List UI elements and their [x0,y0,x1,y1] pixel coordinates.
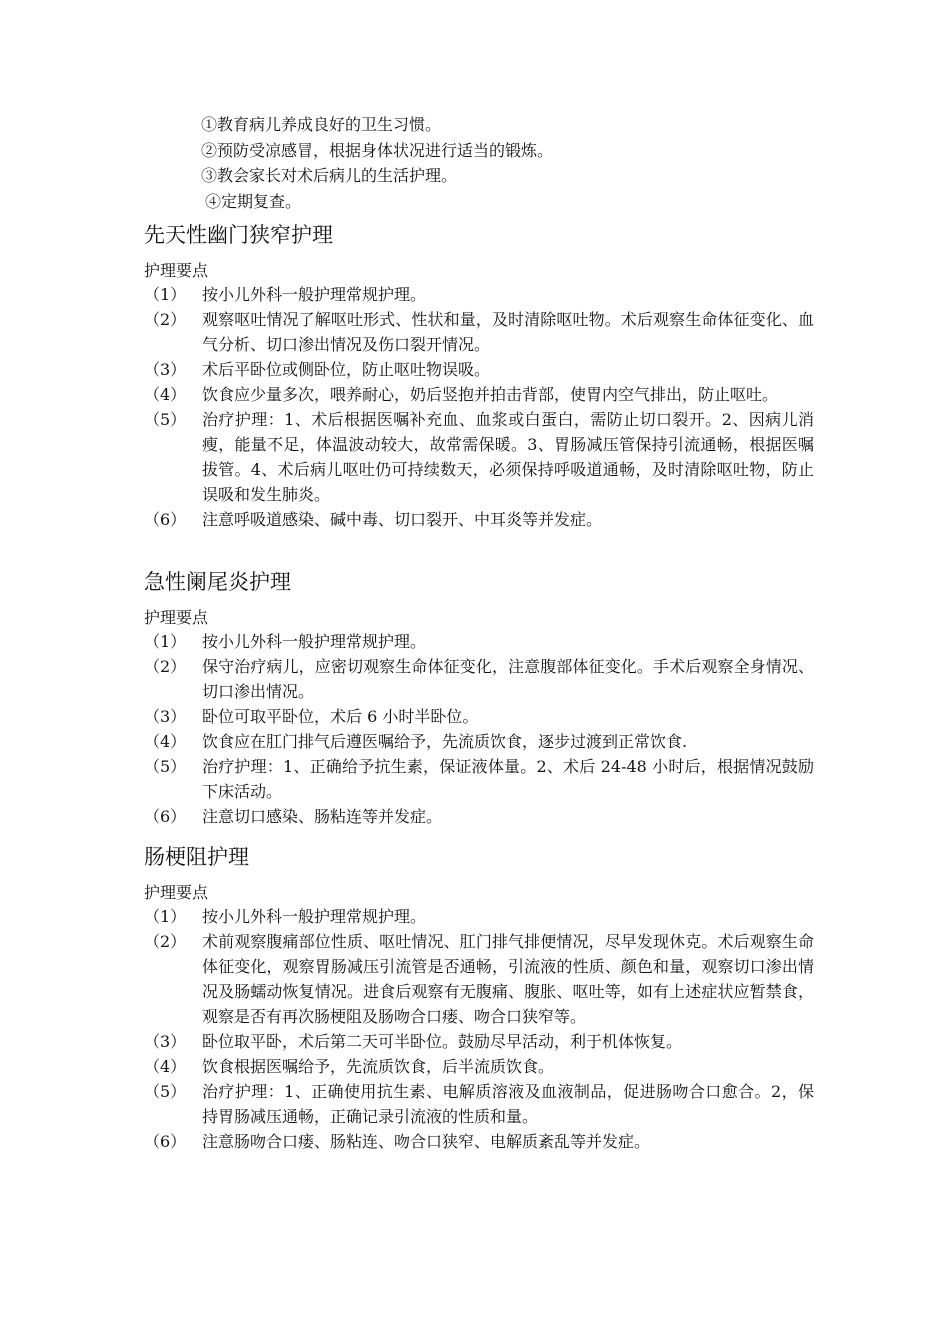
item-text: 观察呕吐情况了解呕吐形式、性状和量，及时清除呕吐物。术后观察生命体征变化、血气分析、切口渗出情况及伤口裂开情况。 [202,310,814,354]
intro-item: ②预防受凉感冒，根据身体状况进行适当的锻炼。 [201,140,554,160]
section-subtitle: 护理要点 [144,608,209,627]
list-item [144,382,814,407]
item-number: （1） [144,285,187,304]
item-text: 注意肠吻合口瘘、肠粘连、吻合口狭窄、电解质紊乱等并发症。 [202,1132,651,1151]
section-subtitle: 护理要点 [144,883,209,902]
item-number: （6） [144,807,187,826]
item-text: 注意切口感染、肠粘连等并发症。 [202,807,443,826]
intro-item: ④定期复查。 [205,191,302,211]
item-text: 卧位取平卧，术后第二天可半卧位。鼓励尽早活动，利于机体恢复。 [202,1032,683,1051]
intro-item: ①教育病儿养成良好的卫生习惯。 [201,115,442,134]
section-intestinal-obstruction [144,842,814,1154]
item-text: 卧位可取平卧位，术后 6 小时半卧位。 [202,707,479,726]
item-text: 术后平卧位或侧卧位，防止呕吐物误吸。 [202,360,491,379]
item-number: （6） [144,1132,187,1151]
list-item [144,904,814,929]
item-number: （5） [144,410,187,429]
item-number: （2） [144,310,187,329]
item-number: （4） [144,732,187,751]
item-text: 按小儿外科一般护理常规护理。 [202,285,427,304]
list-item [144,507,814,532]
item-number: （1） [144,632,187,651]
list-item [144,407,814,507]
list-item [144,704,814,729]
list-item [144,729,814,754]
item-number: （3） [144,360,187,379]
list-item [144,754,814,804]
item-text: 治疗护理：1、术后根据医嘱补充血、血浆或白蛋白，需防止切口裂开。2、因病儿消瘦，能量不足，体温波动较大，故常需保暖。3、胃肠减压管保持引流通畅，根据医嘱拔管。4、术后病儿呕吐仍可持续数天，必须保持呼吸道通畅，及时清除呕吐物，防止误吸和发生肺炎。 [202,410,814,504]
item-text: 注意呼吸道感染、碱中毒、切口裂开、中耳炎等并发症。 [202,510,603,529]
item-number: （2） [144,932,187,951]
item-number: （5） [144,1082,187,1101]
item-number: （2） [144,657,187,676]
item-number: （1） [144,907,187,926]
list-item [144,1129,814,1154]
item-text: 按小儿外科一般护理常规护理。 [202,632,427,651]
item-number: （4） [144,385,187,404]
list-item [144,804,814,829]
item-number: （5） [144,757,187,776]
item-number: （6） [144,510,187,529]
section-title: 急性阑尾炎护理 [144,570,291,594]
intro-item: ③教会家长对术后病儿的生活护理。 [201,166,458,185]
section-appendicitis [144,567,814,829]
list-item [144,307,814,357]
section-subtitle: 护理要点 [144,261,209,280]
list-item [144,929,814,1029]
section-title: 肠梗阻护理 [144,845,249,869]
list-item [144,1054,814,1079]
section-title: 先天性幽门狭窄护理 [144,223,333,247]
item-text: 保守治疗病儿，应密切观察生命体征变化，注意腹部体征变化。手术后观察全身情况、切口渗出情况。 [202,657,814,701]
item-text: 饮食根据医嘱给予，先流质饮食，后半流质饮食。 [202,1057,555,1076]
list-item [144,629,814,654]
intro-list [201,112,821,214]
section-pyloric-stenosis [144,220,814,532]
list-item [144,357,814,382]
item-text: 按小儿外科一般护理常规护理。 [202,907,427,926]
item-text: 治疗护理：1、正确给予抗生素，保证液体量。2、术后 24-48 小时后，根据情况鼓励下床活动。 [202,757,814,801]
list-item [144,1079,814,1129]
list-item [144,1029,814,1054]
item-text: 饮食应在肛门排气后遵医嘱给予，先流质饮食，逐步过渡到正常饮食. [202,732,688,751]
item-text: 饮食应少量多次，喂养耐心，奶后竖抱并拍击背部，使胃内空气排出，防止呕吐。 [202,385,779,404]
item-number: （3） [144,707,187,726]
list-item [144,654,814,704]
item-text: 治疗护理：1、正确使用抗生素、电解质溶液及血液制品，促进肠吻合口愈合。2，保持胃肠减压通畅，正确记录引流液的性质和量。 [202,1082,814,1126]
list-item [144,282,814,307]
item-number: （4） [144,1057,187,1076]
item-text: 术前观察腹痛部位性质、呕吐情况、肛门排气排便情况，尽早发现休克。术后观察生命体征变化，观察胃肠减压引流管是否通畅，引流液的性质、颜色和量，观察切口渗出情况及肠蠕动恢复情况。进食后观察有无腹痛、腹胀、呕吐等，如有上述症状应暂禁食，观察是否有再次肠梗阻及肠吻合口瘘、吻合口狭窄等。 [202,932,814,1026]
item-number: （3） [144,1032,187,1051]
